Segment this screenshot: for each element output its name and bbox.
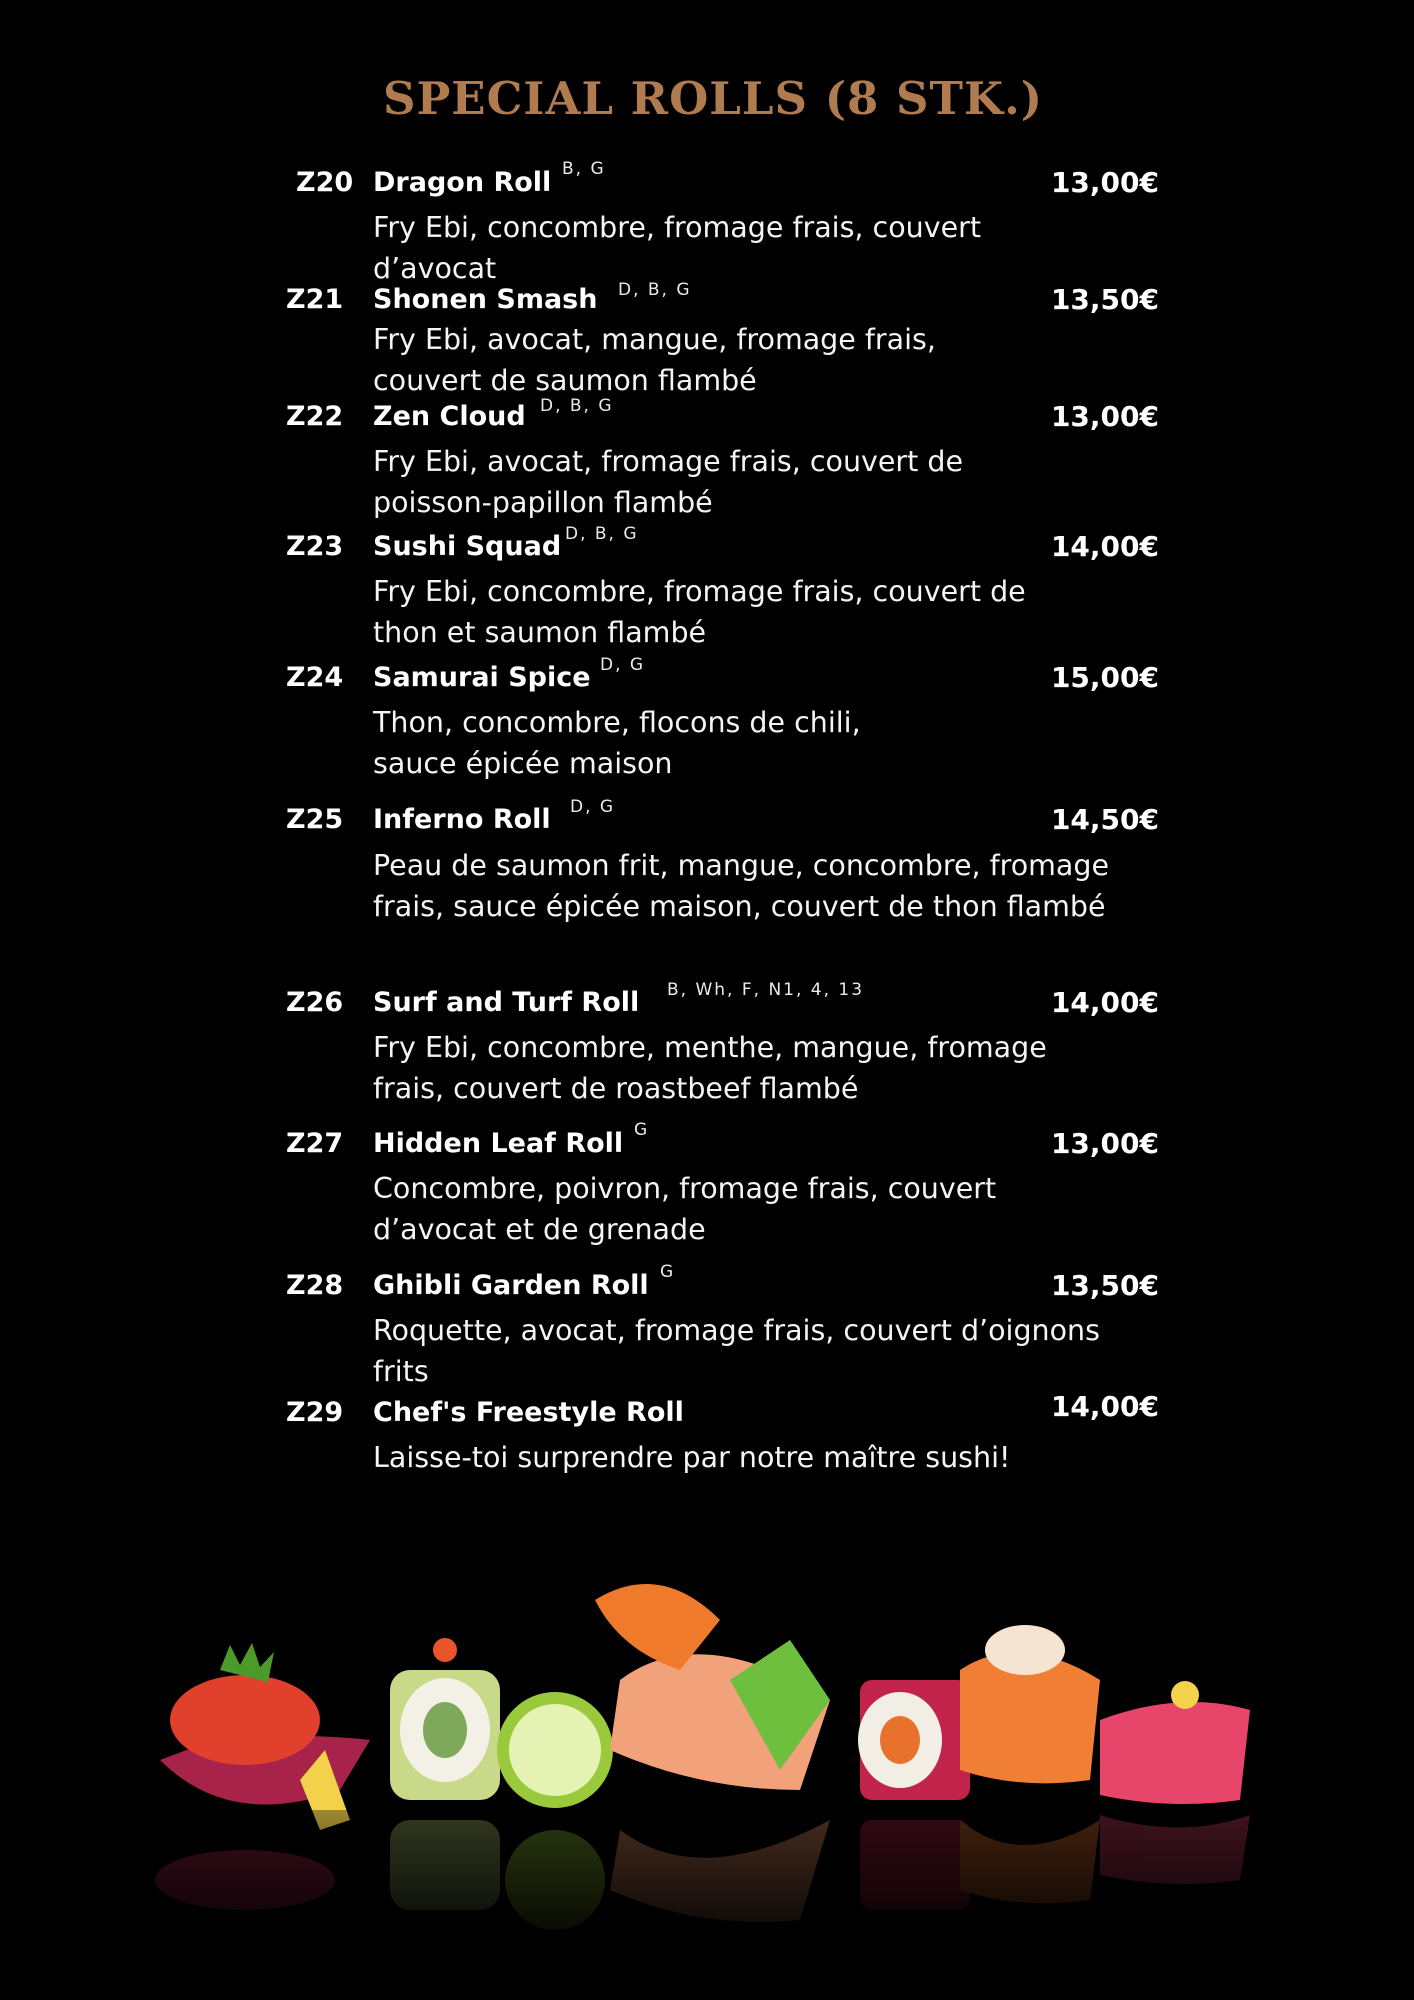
item-description: Fry Ebi, avocat, mangue, fromage frais, couvert de saumon flambé <box>373 323 936 397</box>
item-code: Z22 <box>286 401 344 432</box>
item-code: Z24 <box>286 662 344 693</box>
item-name: Shonen Smash <box>373 284 598 315</box>
item-description: Thon, concombre, flocons de chili, sauce épicée maison <box>373 706 861 780</box>
item-code: Z23 <box>286 531 344 562</box>
item-description: Concombre, poivron, fromage frais, couvert d’avocat et de grenade <box>373 1172 997 1246</box>
item-price: 13,50€ <box>1050 283 1159 316</box>
menu-title: SPECIAL ROLLS (8 STK.) <box>382 72 1044 125</box>
item-code: Z26 <box>286 987 344 1018</box>
item-allergens: D, B, G <box>618 280 692 300</box>
item-price: 13,00€ <box>1050 400 1159 433</box>
item-name: Ghibli Garden Roll <box>373 1270 649 1301</box>
item-price: 15,00€ <box>1050 661 1159 694</box>
item-allergens: D, B, G <box>540 396 614 416</box>
item-name: Sushi Squad <box>373 531 562 562</box>
item-name: Hidden Leaf Roll <box>373 1128 624 1159</box>
item-name: Samurai Spice <box>373 662 591 693</box>
item-code: Z25 <box>286 804 344 835</box>
item-allergens: B, Wh, F, N1, 4, 13 <box>667 980 865 1000</box>
item-description: Fry Ebi, concombre, fromage frais, couvert de thon et saumon flambé <box>373 575 1026 649</box>
item-description: Fry Ebi, concombre, fromage frais, couvert d’avocat <box>373 211 982 285</box>
item-code: Z21 <box>286 284 344 315</box>
item-code: Z29 <box>286 1397 344 1428</box>
item-allergens: D, G <box>570 797 616 817</box>
item-price: 14,00€ <box>1050 986 1159 1019</box>
sushi-photo <box>140 1560 1300 1960</box>
item-allergens: B, G <box>562 159 606 179</box>
item-allergens: D, B, G <box>565 524 639 544</box>
item-price: 13,00€ <box>1050 166 1159 199</box>
item-code: Z28 <box>286 1270 344 1301</box>
item-allergens: G <box>660 1262 676 1282</box>
item-description: Fry Ebi, concombre, menthe, mangue, fromage frais, couvert de roastbeef flambé <box>373 1031 1047 1105</box>
item-code: Z20 <box>296 167 354 198</box>
item-price: 13,50€ <box>1050 1269 1159 1302</box>
item-description: Roquette, avocat, fromage frais, couvert d’oignons frits <box>373 1314 1100 1388</box>
item-allergens: D, G <box>600 655 646 675</box>
item-name: Dragon Roll <box>373 167 552 198</box>
item-description: Laisse-toi surprendre par notre maître sushi! <box>373 1441 1011 1474</box>
item-price: 13,00€ <box>1050 1127 1159 1160</box>
item-code: Z27 <box>286 1128 344 1159</box>
item-name: Inferno Roll <box>373 804 551 835</box>
item-price: 14,50€ <box>1050 803 1159 836</box>
item-name: Chef's Freestyle Roll <box>373 1397 684 1428</box>
item-price: 14,00€ <box>1050 530 1159 563</box>
item-name: Surf and Turf Roll <box>373 987 640 1018</box>
item-description: Fry Ebi, avocat, fromage frais, couvert de poisson-papillon flambé <box>373 445 964 519</box>
item-allergens: G <box>634 1120 650 1140</box>
item-name: Zen Cloud <box>373 401 526 432</box>
item-description: Peau de saumon frit, mangue, concombre, fromage frais, sauce épicée maison, couvert de thon flambé <box>373 849 1110 923</box>
item-price: 14,00€ <box>1050 1390 1159 1423</box>
